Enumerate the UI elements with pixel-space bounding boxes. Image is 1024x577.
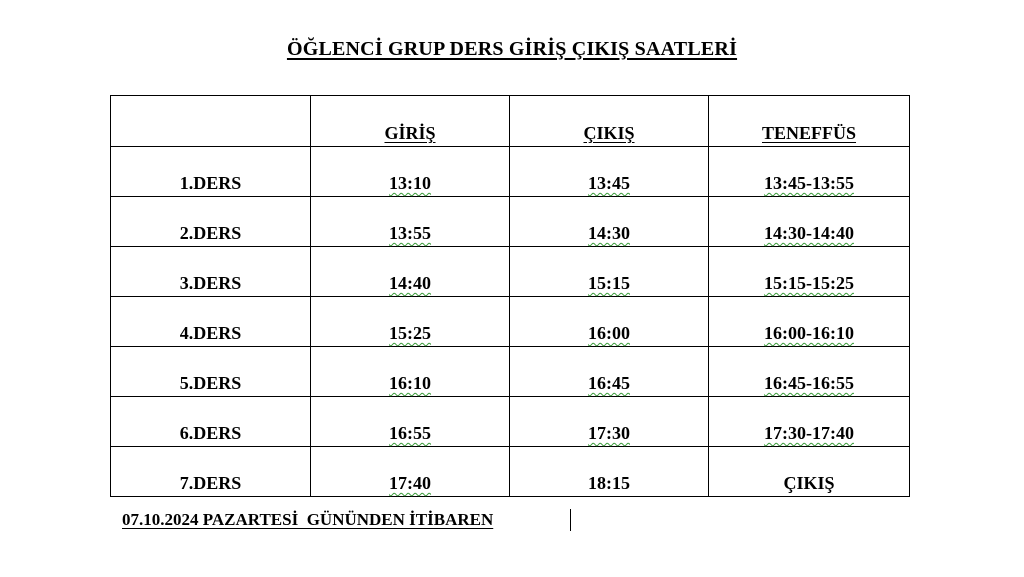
header-cell-giris [311,96,510,147]
entry-time: 13:10 [311,147,510,197]
table-row [111,297,910,347]
break-time: 13:45-13:55 [709,147,910,197]
header-cell-empty [111,96,311,147]
table-row [111,347,910,397]
text-cursor [570,509,571,531]
break-time: 17:30-17:40 [709,397,910,447]
break-time: 15:15-15:25 [709,247,910,297]
lesson-label: 7.DERS [111,447,311,497]
effective-date-note: 07.10.2024 PAZARTESİ GÜNÜNDEN İTİBAREN [122,510,494,529]
exit-time: 18:15 [510,447,709,497]
break-time: 16:00-16:10 [709,297,910,347]
exit-time: 14:30 [510,197,709,247]
lesson-label: 2.DERS [111,197,311,247]
header-giris-label: GİRİŞ [384,123,436,143]
exit-time: 15:15 [510,247,709,297]
lesson-label: 6.DERS [111,397,311,447]
break-time: 16:45-16:55 [709,347,910,397]
break-time: ÇIKIŞ [709,447,910,497]
header-cell-cikis [510,96,709,147]
header-teneffus-label: TENEFFÜS [761,123,857,143]
header-cell-teneffus [709,96,910,147]
entry-time: 16:55 [311,397,510,447]
table-row [111,197,910,247]
exit-time: 13:45 [510,147,709,197]
lesson-label: 4.DERS [111,297,311,347]
page-title: ÖĞLENCİ GRUP DERS GİRİŞ ÇIKIŞ SAATLERİ [286,38,738,60]
entry-time: 15:25 [311,297,510,347]
header-cikis-label: ÇIKIŞ [583,123,635,143]
lesson-label: 1.DERS [111,147,311,197]
entry-time: 17:40 [311,447,510,497]
table-row [111,147,910,197]
exit-time: 16:45 [510,347,709,397]
table-header-row [111,96,910,147]
table-row [111,247,910,297]
break-time: 14:30-14:40 [709,197,910,247]
table-row [111,447,910,497]
entry-time: 13:55 [311,197,510,247]
entry-time: 14:40 [311,247,510,297]
exit-time: 16:00 [510,297,709,347]
lesson-label: 3.DERS [111,247,311,297]
exit-time: 17:30 [510,397,709,447]
lesson-label: 5.DERS [111,347,311,397]
entry-time: 16:10 [311,347,510,397]
schedule-table [110,95,910,497]
table-row [111,397,910,447]
